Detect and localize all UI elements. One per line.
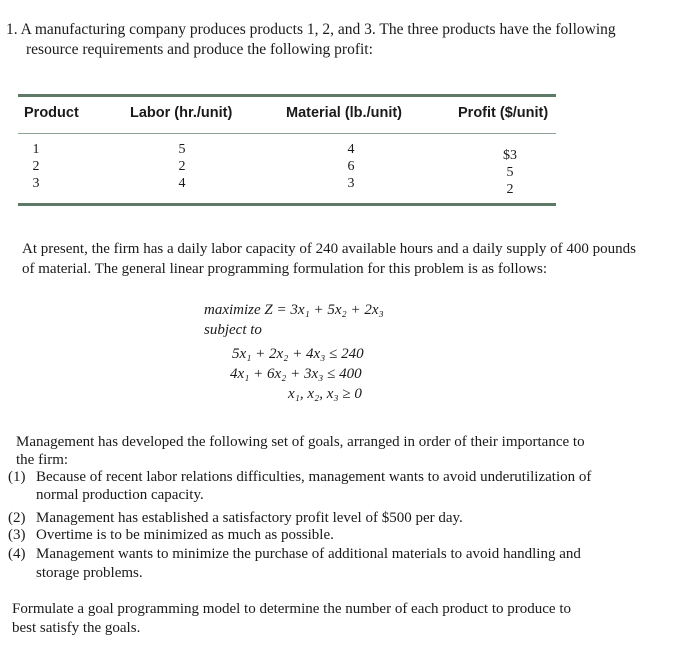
- labor-constraint: 5x₁ + 2x₂ + 4x₃ ≤ 240: [232, 346, 364, 362]
- labor-column: [167, 141, 197, 192]
- table-cell: 4: [347, 142, 355, 157]
- task-line-2: best satisfy the goals.: [12, 620, 141, 636]
- problem-line-1: A manufacturing company produces products 1, 2, and 3. The three products have the following: [20, 21, 616, 38]
- table-cell: 5: [506, 165, 514, 180]
- goal-item-1: [8, 468, 591, 486]
- table-cell: 3: [32, 176, 40, 191]
- table-cell: 5: [178, 142, 186, 157]
- goal-number: (3): [8, 527, 26, 543]
- goal-item-2: [8, 509, 463, 527]
- goal-number: (4): [8, 546, 26, 562]
- table-cell: 2: [506, 182, 514, 197]
- capacity-line-1: At present, the firm has a daily labor capacity of 240 available hours and a daily supply of 400 pounds: [22, 241, 637, 257]
- header-labor: Labor (hr./unit): [130, 105, 233, 121]
- nonnegativity-constraint: x₁, x₂, x₃ ≥ 0: [288, 386, 362, 402]
- management-line-2: the firm:: [16, 452, 69, 468]
- goal-text: Because of recent labor relations difficulties, management wants to avoid underutilization of: [36, 469, 592, 485]
- table-cell: $3: [503, 148, 517, 163]
- goal-number: (2): [8, 510, 26, 526]
- goal-item-4: [8, 545, 581, 563]
- goal-item-4-continued: storage problems.: [36, 565, 143, 581]
- goal-text: Management wants to minimize the purchase of additional materials to avoid handling and: [36, 546, 581, 562]
- profit-column: [495, 147, 525, 198]
- material-constraint: 4x₁ + 6x₂ + 3x₃ ≤ 400: [230, 366, 362, 382]
- header-profit: Profit ($/unit): [458, 105, 549, 121]
- table-top-rule: [18, 94, 556, 97]
- product-column: [21, 141, 51, 192]
- table-cell: 3: [347, 176, 355, 191]
- table-cell: 4: [178, 176, 186, 191]
- goal-item-3: [8, 526, 334, 544]
- problem-line-2: resource requirements and produce the following profit:: [26, 41, 373, 58]
- goal-item-1-continued: normal production capacity.: [36, 487, 204, 503]
- table-header-rule: [18, 133, 556, 134]
- goal-text: Overtime is to be minimized as much as possible.: [36, 527, 334, 543]
- table-bottom-rule: [18, 203, 556, 206]
- table-cell: 2: [32, 159, 40, 174]
- problem-intro-line-1: [6, 20, 616, 39]
- header-product: Product: [24, 105, 79, 121]
- problem-number: 1.: [6, 21, 18, 38]
- management-line-1: Management has developed the following set of goals, arranged in order of their importance to: [16, 434, 585, 450]
- table-cell: 2: [178, 159, 186, 174]
- material-column: [336, 141, 366, 192]
- task-line-1: Formulate a goal programming model to determine the number of each product to produce to: [12, 601, 571, 617]
- header-material: Material (lb./unit): [286, 105, 402, 121]
- resource-table: [18, 94, 556, 208]
- objective-function: maximize Z = 3x₁ + 5x₂ + 2x₃: [204, 302, 384, 318]
- goal-number: (1): [8, 469, 26, 485]
- table-cell: 1: [32, 142, 40, 157]
- subject-to: subject to: [204, 322, 262, 338]
- goal-text: Management has established a satisfactory profit level of $500 per day.: [36, 510, 463, 526]
- capacity-line-2: of material. The general linear programming formulation for this problem is as follows:: [22, 261, 547, 277]
- table-cell: 6: [347, 159, 355, 174]
